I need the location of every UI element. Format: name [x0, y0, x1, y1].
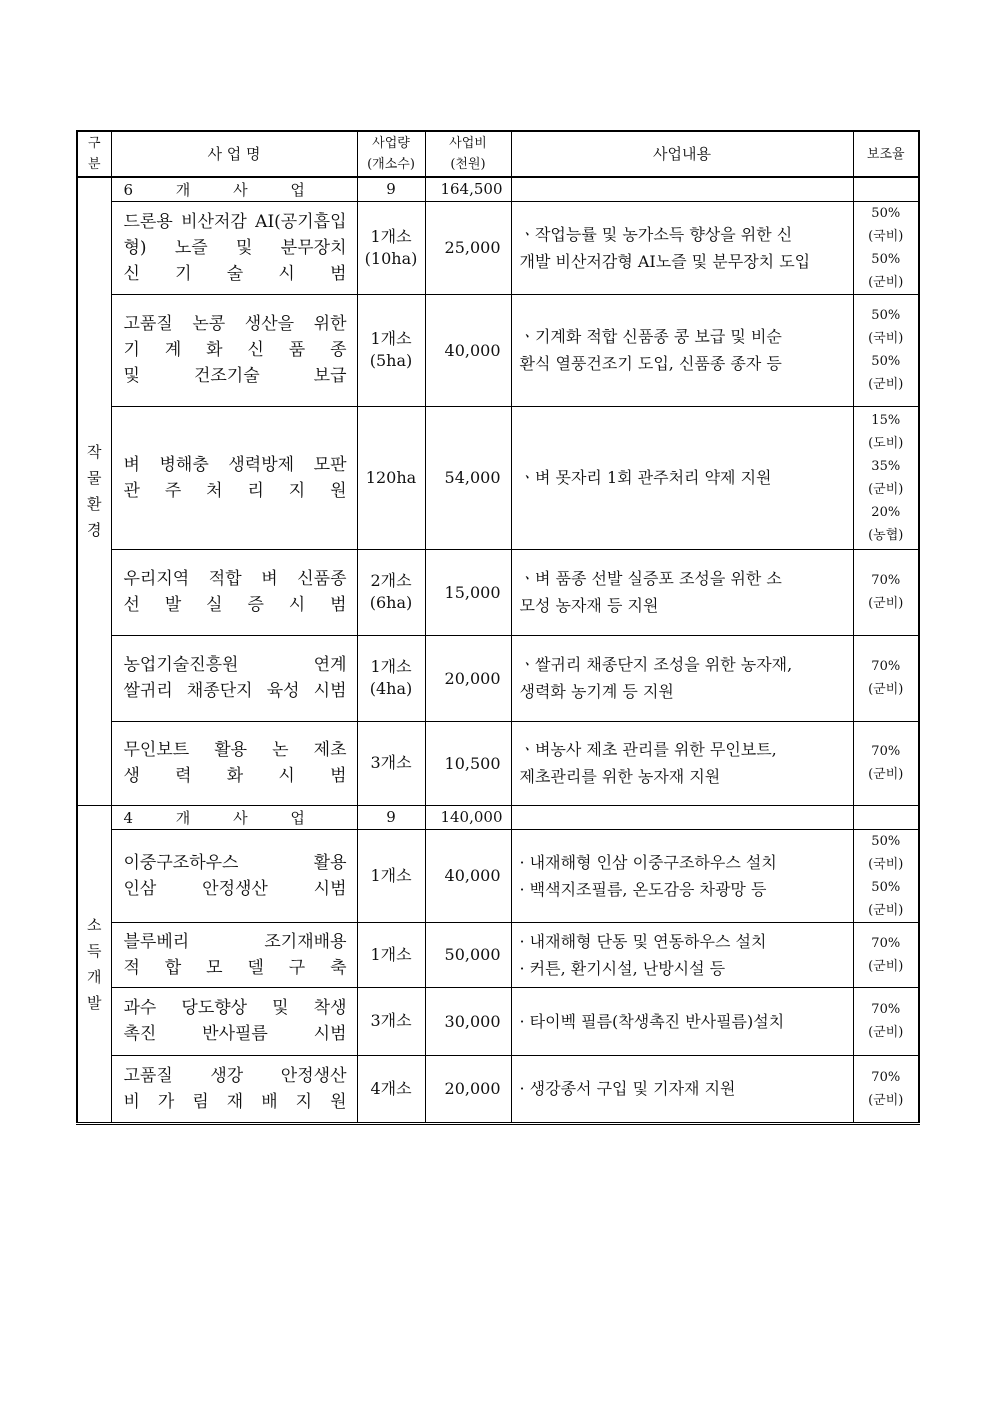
- project-content: [511, 922, 853, 987]
- project-name-line: 농업기술진흥원 연계: [123, 655, 347, 675]
- project-cost: 30,000: [425, 987, 511, 1055]
- project-quantity-line: 1개소: [370, 657, 412, 676]
- project-row: [77, 922, 919, 987]
- section-summary-quantity: 9: [357, 177, 425, 201]
- project-subsidy: [853, 987, 919, 1055]
- section-summary-name: 4 개 사 업: [111, 805, 357, 829]
- header-content: 사업내용: [511, 131, 853, 177]
- project-quantity: [357, 922, 425, 987]
- section-summary-quantity: 9: [357, 805, 425, 829]
- project-name: [111, 549, 357, 635]
- project-name-line: 적 합 모 델 구 축: [123, 957, 347, 978]
- project-content: [511, 635, 853, 721]
- section-summary-row: [77, 177, 919, 201]
- project-name: [111, 294, 357, 406]
- project-quantity-line: 1개소: [370, 944, 412, 964]
- project-cost: 15,000: [425, 549, 511, 635]
- project-cost: 20,000: [425, 635, 511, 721]
- section-category: [77, 805, 111, 1123]
- project-quantity: [357, 549, 425, 635]
- project-subsidy: [853, 635, 919, 721]
- project-subsidy-line: (도비): [868, 435, 904, 451]
- section-summary-content: [511, 805, 853, 829]
- project-content: [511, 406, 853, 549]
- project-name-line: 비 가 림 재 배 지 원: [123, 1091, 347, 1112]
- project-quantity-line: (4ha): [369, 679, 413, 698]
- project-name: [111, 987, 357, 1055]
- project-name-line: 관 주 처 리 지 원: [123, 480, 347, 501]
- project-subsidy-line: (군비): [868, 902, 904, 918]
- project-quantity: [357, 635, 425, 721]
- header-cost: [425, 131, 511, 177]
- project-subsidy: [853, 294, 919, 406]
- project-row: [77, 987, 919, 1055]
- header-category-line: 분: [87, 157, 101, 172]
- project-name: [111, 406, 357, 549]
- project-subsidy: [853, 829, 919, 922]
- project-cost: 10,500: [425, 721, 511, 805]
- header-category-line: 구: [87, 136, 101, 151]
- project-name: [111, 829, 357, 922]
- section-summary-row: [77, 805, 919, 829]
- project-subsidy-line: (군비): [868, 1025, 904, 1040]
- project-subsidy: [853, 922, 919, 987]
- header-category: [77, 131, 111, 177]
- project-content: [511, 294, 853, 406]
- section-category-char: 개: [87, 967, 102, 986]
- project-subsidy-line: 70%: [871, 1069, 901, 1085]
- project-content-line: · 커튼, 환기시설, 난방시설 등: [519, 958, 726, 978]
- project-name-line: 드론용 비산저감 AI(공기흡입: [123, 211, 347, 232]
- project-name-line: 인삼 안정생산 시범: [123, 878, 347, 899]
- project-content-line: 환식 열풍건조기 도입, 신품종 종자 등: [519, 354, 782, 373]
- project-quantity-line: (6ha): [369, 593, 413, 612]
- project-subsidy-line: 50%: [871, 308, 901, 323]
- project-quantity: [357, 294, 425, 406]
- project-subsidy-line: 70%: [871, 935, 901, 951]
- project-subsidy-line: 70%: [871, 1002, 901, 1017]
- project-subsidy-line: 35%: [871, 458, 901, 474]
- project-subsidy-line: (군비): [868, 481, 904, 497]
- header-cost-line: 사업비: [449, 136, 487, 151]
- project-subsidy: [853, 406, 919, 549]
- section-category-char: 환: [87, 495, 102, 514]
- project-cost: 50,000: [425, 922, 511, 987]
- project-quantity: [357, 201, 425, 294]
- project-content: [511, 987, 853, 1055]
- project-subsidy-line: (군비): [868, 682, 904, 697]
- project-name-line: 이중구조하우스 활용: [123, 852, 347, 873]
- section-category-char: 발: [87, 993, 102, 1012]
- project-content-line: ㆍ작업능률 및 농가소득 향상을 위한 신: [519, 224, 793, 244]
- project-subsidy-line: 70%: [871, 744, 901, 759]
- project-subsidy-line: (군비): [868, 596, 904, 611]
- header-quantity-line: (개소수): [367, 157, 415, 172]
- project-quantity: [357, 987, 425, 1055]
- project-name-line: 선 발 실 증 시 범: [123, 595, 347, 615]
- project-subsidy-line: (군비): [868, 274, 904, 290]
- project-subsidy-line: (국비): [868, 856, 904, 872]
- project-subsidy-line: (국비): [868, 331, 904, 346]
- section-summary-subsidy: [853, 177, 919, 201]
- project-subsidy: [853, 721, 919, 805]
- project-subsidy-line: 70%: [871, 659, 901, 674]
- section-category-char: 소: [87, 915, 102, 934]
- project-name-line: 및 건조기술 보급: [123, 366, 347, 386]
- project-quantity-line: 3개소: [370, 753, 412, 772]
- project-name-line: 쌀귀리 채종단지 육성 시범: [123, 681, 347, 701]
- project-quantity-line: (5ha): [369, 351, 413, 370]
- project-quantity-line: 1개소: [370, 226, 412, 246]
- project-name-line: 고품질 생강 안정생산: [123, 1065, 347, 1086]
- project-content: [511, 829, 853, 922]
- project-name: [111, 1055, 357, 1123]
- project-row: [77, 549, 919, 635]
- project-quantity-line: 3개소: [370, 1011, 412, 1030]
- project-subsidy-line: 50%: [871, 354, 901, 369]
- project-content-line: 제초관리를 위한 농자재 지원: [519, 767, 721, 786]
- project-name-line: 벼 병해충 생력방제 모판: [123, 454, 347, 475]
- project-content-line: 생력화 농기계 등 지원: [519, 682, 674, 701]
- section-summary-cost: 140,000: [425, 805, 511, 829]
- header-subsidy: 보조율: [853, 131, 919, 177]
- section-category-char: 작: [87, 443, 102, 462]
- project-content-line: · 내재해형 인삼 이중구조하우스 설치: [519, 852, 777, 872]
- project-subsidy-line: 50%: [871, 205, 901, 221]
- project-subsidy-line: 50%: [871, 879, 901, 895]
- section-summary-subsidy: [853, 805, 919, 829]
- project-name-line: 형) 노즐 및 분무장치: [123, 237, 347, 258]
- project-subsidy-line: (국비): [868, 228, 904, 244]
- project-quantity: [357, 829, 425, 922]
- project-quantity-line: 1개소: [370, 329, 412, 348]
- project-name: [111, 201, 357, 294]
- project-row: [77, 406, 919, 549]
- section-category-char: 물: [87, 469, 102, 488]
- project-cost: 54,000: [425, 406, 511, 549]
- project-name: [111, 721, 357, 805]
- project-name-line: 우리지역 적합 벼 신품종: [123, 569, 347, 589]
- project-cost: 40,000: [425, 294, 511, 406]
- project-content-line: · 백색지조필름, 온도감응 차광망 등: [519, 879, 767, 899]
- project-table: [76, 130, 920, 1125]
- project-cost: 20,000: [425, 1055, 511, 1123]
- project-name-line: 생 력 화 시 범: [123, 766, 347, 786]
- project-name-line: 촉진 반사필름 시범: [123, 1024, 347, 1044]
- project-content-line: 모성 농자재 등 지원: [519, 596, 659, 615]
- project-subsidy-line: (군비): [868, 377, 904, 392]
- project-quantity-line: 2개소: [370, 571, 412, 590]
- project-row: [77, 721, 919, 805]
- project-subsidy-line: 50%: [871, 251, 901, 267]
- project-quantity-line: 120ha: [365, 467, 417, 487]
- project-subsidy: [853, 549, 919, 635]
- header-quantity: [357, 131, 425, 177]
- project-content-line: 개발 비산저감형 AI노즐 및 분무장치 도입: [519, 251, 811, 271]
- project-row: [77, 294, 919, 406]
- project-row: [77, 201, 919, 294]
- project-name: [111, 922, 357, 987]
- section-summary-content: [511, 177, 853, 201]
- project-quantity: [357, 406, 425, 549]
- project-content-line: · 생강종서 구입 및 기자재 지원: [519, 1079, 736, 1098]
- project-subsidy: [853, 201, 919, 294]
- project-subsidy-line: 20%: [871, 504, 901, 520]
- project-content-line: ㆍ벼 품종 선발 실증포 조성을 위한 소: [519, 569, 782, 588]
- project-quantity-line: 1개소: [370, 865, 412, 885]
- project-row: [77, 829, 919, 922]
- project-content-line: ㆍ벼 못자리 1회 관주처리 약제 지원: [519, 468, 772, 487]
- project-quantity-line: 4개소: [370, 1078, 412, 1098]
- project-content: [511, 201, 853, 294]
- header-row: [77, 131, 919, 177]
- project-content: [511, 1055, 853, 1123]
- project-subsidy-line: (군비): [868, 958, 904, 974]
- project-subsidy-line: 70%: [871, 573, 901, 588]
- project-subsidy-line: 15%: [871, 412, 901, 428]
- project-name-line: 블루베리 조기재배용: [123, 931, 347, 952]
- project-subsidy-line: 50%: [871, 833, 901, 849]
- project-name: [111, 635, 357, 721]
- header-quantity-line: 사업량: [372, 136, 410, 151]
- header-cost-line: (천원): [450, 157, 486, 172]
- project-name-line: 기 계 화 신 품 종: [123, 340, 347, 360]
- project-row: [77, 1055, 919, 1123]
- project-content-line: · 내재해형 단동 및 연동하우스 설치: [519, 931, 767, 951]
- project-content: [511, 549, 853, 635]
- project-subsidy: [853, 1055, 919, 1123]
- project-name-line: 고품질 논콩 생산을 위한: [123, 314, 347, 334]
- project-name-line: 과수 당도향상 및 착생: [123, 998, 347, 1018]
- project-content: [511, 721, 853, 805]
- project-content-line: ㆍ기계화 적합 신품종 콩 보급 및 비순: [519, 327, 782, 346]
- project-content-line: ㆍ쌀귀리 채종단지 조성을 위한 농자재,: [519, 655, 793, 674]
- section-category: [77, 177, 111, 805]
- section-category-char: 득: [87, 941, 102, 960]
- project-name-line: 신 기 술 시 범: [123, 263, 347, 284]
- project-subsidy-line: (군비): [868, 1092, 904, 1108]
- project-content-line: ㆍ벼농사 제초 관리를 위한 무인보트,: [519, 740, 777, 759]
- project-cost: 25,000: [425, 201, 511, 294]
- section-summary-cost: 164,500: [425, 177, 511, 201]
- section-category-char: 경: [87, 521, 102, 540]
- project-quantity-line: (10ha): [364, 248, 418, 268]
- header-name: 사 업 명: [111, 131, 357, 177]
- project-quantity: [357, 1055, 425, 1123]
- project-row: [77, 635, 919, 721]
- project-subsidy-line: (농협): [868, 527, 904, 543]
- project-quantity: [357, 721, 425, 805]
- project-subsidy-line: (군비): [868, 767, 904, 782]
- project-content-line: · 타이벡 필름(착생촉진 반사필름)설치: [519, 1011, 785, 1031]
- section-summary-name: 6 개 사 업: [111, 177, 357, 201]
- project-name-line: 무인보트 활용 논 제초: [123, 740, 347, 760]
- project-cost: 40,000: [425, 829, 511, 922]
